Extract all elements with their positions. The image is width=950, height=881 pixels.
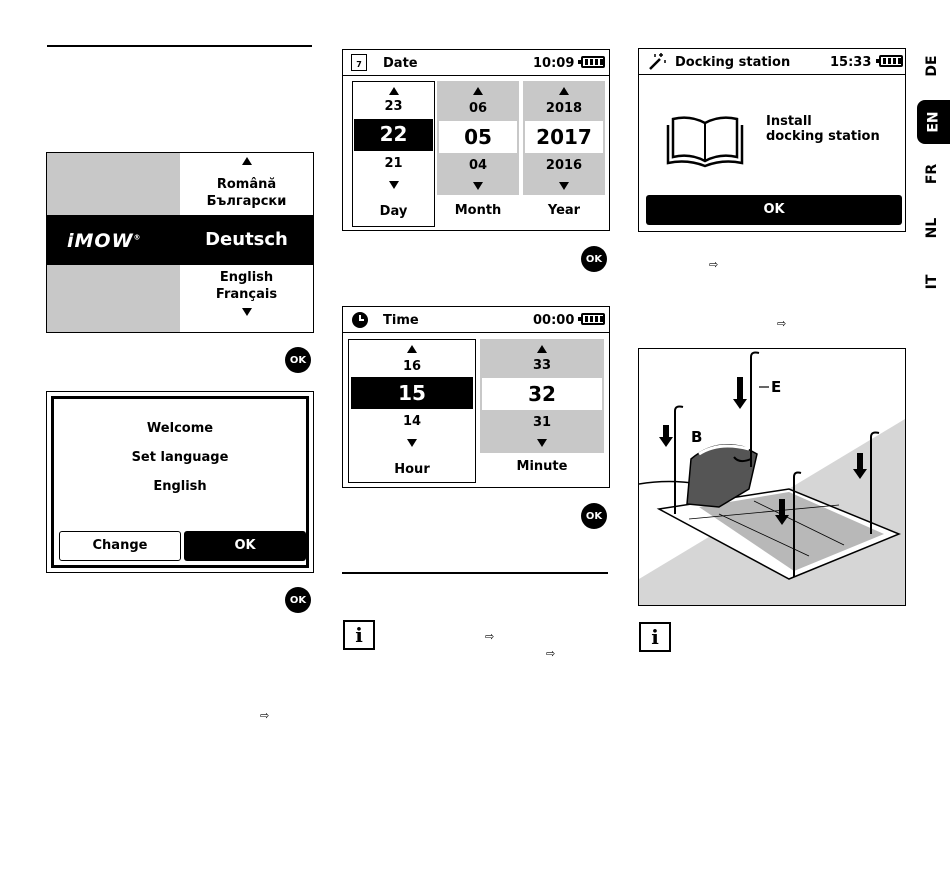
- month-prev: 06: [468, 101, 488, 116]
- language-option-selected[interactable]: Deutsch: [205, 229, 288, 250]
- manual-book-icon: [665, 111, 745, 173]
- clock-time: 15:33: [830, 55, 872, 70]
- clock-icon: [352, 312, 368, 328]
- hour-prev: 16: [402, 359, 422, 374]
- imow-logo: iMOW®: [67, 230, 142, 252]
- minute-up-icon[interactable]: [537, 345, 547, 353]
- month-column[interactable]: [437, 81, 519, 227]
- year-current: 2017: [536, 125, 592, 149]
- minute-down-icon[interactable]: [537, 439, 547, 447]
- year-up-icon[interactable]: [559, 87, 569, 95]
- docking-header: [639, 49, 905, 75]
- day-next: 21: [384, 156, 403, 171]
- language-tab-de[interactable]: DE: [924, 55, 940, 77]
- day-down-icon[interactable]: [389, 181, 399, 189]
- calendar-icon: 7: [351, 54, 367, 71]
- hour-current: 15: [398, 381, 426, 405]
- set-language-text: Set language: [131, 450, 229, 465]
- welcome-text: Welcome: [146, 421, 214, 436]
- year-next: 2016: [545, 158, 583, 173]
- info-icon: i: [639, 622, 671, 652]
- docking-station-screen: [638, 48, 906, 232]
- minute-prev: 33: [532, 358, 552, 373]
- day-label: Day: [379, 204, 408, 219]
- reference-arrow-icon: ⇨: [709, 258, 719, 271]
- language-option-francais[interactable]: Français: [215, 287, 278, 302]
- hour-down-icon[interactable]: [407, 439, 417, 447]
- install-text: Install: [766, 114, 812, 129]
- hour-next: 14: [402, 414, 422, 429]
- day-current: 22: [379, 122, 408, 146]
- hour-up-icon[interactable]: [407, 345, 417, 353]
- scroll-down-icon[interactable]: [242, 308, 252, 316]
- label-b: B: [691, 428, 703, 446]
- month-up-icon[interactable]: [473, 87, 483, 95]
- ok-key-icon: OK: [285, 587, 311, 613]
- time-screen: [342, 306, 610, 488]
- scroll-up-icon[interactable]: [242, 157, 252, 165]
- ok-button[interactable]: OK: [184, 531, 306, 561]
- day-column[interactable]: [352, 81, 435, 227]
- ok-key-icon: OK: [581, 503, 607, 529]
- date-header: [343, 50, 609, 76]
- minute-label: Minute: [516, 459, 568, 474]
- reference-arrow-icon: ⇨: [777, 317, 787, 330]
- time-header: [343, 307, 609, 333]
- hour-label: Hour: [394, 462, 430, 477]
- language-option-romana[interactable]: Română: [216, 177, 277, 192]
- language-tab-fr[interactable]: FR: [924, 163, 940, 185]
- section-rule: [342, 572, 608, 574]
- ok-key-icon: OK: [581, 246, 607, 272]
- clock-time: 00:00: [533, 313, 575, 328]
- language-option-english[interactable]: English: [219, 270, 274, 285]
- month-current: 05: [464, 125, 492, 149]
- year-prev: 2018: [545, 101, 583, 116]
- magic-wand-icon: [647, 52, 667, 72]
- language-option-bulgarian[interactable]: Български: [206, 194, 287, 209]
- minute-current: 32: [528, 382, 556, 406]
- info-icon: i: [343, 620, 375, 650]
- language-tab-it[interactable]: IT: [924, 274, 940, 290]
- ok-key-icon: OK: [285, 347, 311, 373]
- battery-icon: [879, 55, 903, 67]
- time-title: Time: [383, 313, 419, 328]
- change-button[interactable]: Change: [59, 531, 181, 561]
- docking-ok-button[interactable]: OK: [646, 195, 902, 225]
- docking-title: Docking station: [675, 55, 791, 70]
- clock-time: 10:09: [533, 56, 575, 71]
- section-rule: [47, 45, 312, 47]
- language-tab-nl[interactable]: NL: [924, 217, 940, 239]
- year-column[interactable]: [523, 81, 605, 227]
- language-select-screen: [46, 152, 314, 333]
- month-next: 04: [468, 158, 488, 173]
- label-e: E: [771, 378, 782, 396]
- welcome-screen: [46, 391, 314, 573]
- docking-installation-illustration: [638, 348, 906, 606]
- month-down-icon[interactable]: [473, 182, 483, 190]
- reference-arrow-icon: ⇨: [485, 630, 495, 643]
- year-down-icon[interactable]: [559, 182, 569, 190]
- docking-station-text: docking station: [766, 129, 880, 144]
- reference-arrow-icon: ⇨: [546, 647, 556, 660]
- year-label: Year: [547, 203, 581, 218]
- battery-icon: [581, 313, 605, 325]
- minute-next: 31: [532, 415, 552, 430]
- month-label: Month: [454, 203, 502, 218]
- day-up-icon[interactable]: [389, 87, 399, 95]
- minute-column[interactable]: [480, 339, 604, 483]
- reference-arrow-icon: ⇨: [260, 709, 270, 722]
- language-tab-en[interactable]: EN: [917, 100, 950, 144]
- current-language-text: English: [153, 479, 207, 494]
- day-prev: 23: [384, 99, 403, 114]
- hour-column[interactable]: [348, 339, 476, 483]
- battery-icon: [581, 56, 605, 68]
- date-title: Date: [383, 56, 418, 71]
- date-screen: [342, 49, 610, 231]
